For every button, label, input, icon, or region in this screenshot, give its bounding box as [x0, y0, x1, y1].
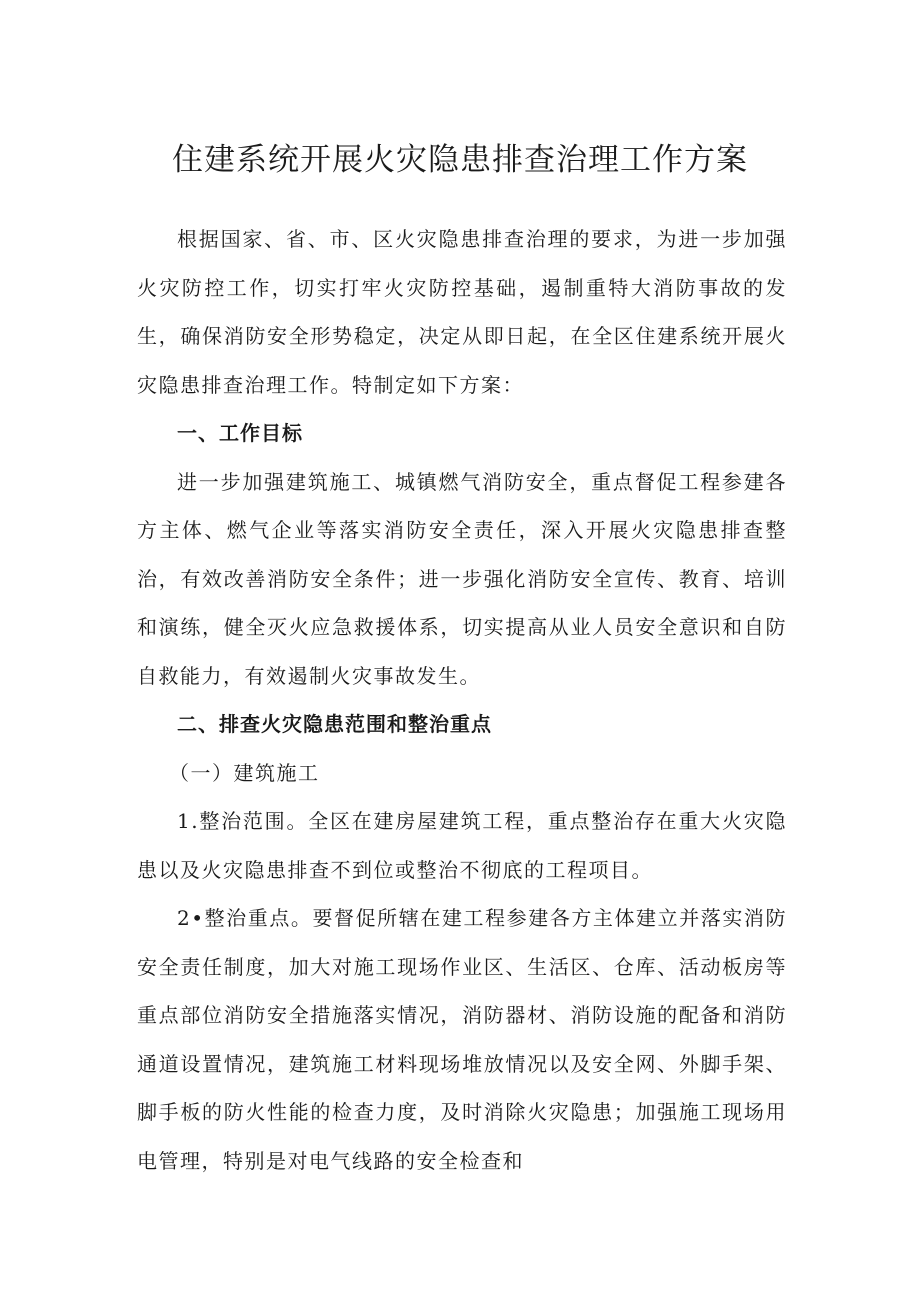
- section-heading-scope: 二、排查火灾隐患范围和整治重点: [177, 712, 492, 736]
- goals-paragraph: 进一步加强建筑施工、城镇燃气消防安全，重点督促工程参建各方主体、燃气企业等落实消防安全责任，深入开展火灾隐患排查整治，有效改善消防安全条件；进一步强化消防安全宣传、教育、培训和演练，健全灭火应急救援体系，切实提高从业人员安全意识和自防自救能力，有效遏制火灾事故发生。: [137, 469, 787, 688]
- scope-item-focus: 2•整治重点。要督促所辖在建工程参建各方主体建立并落实消防安全责任制度，加大对施工现场作业区、生活区、仓库、活动板房等重点部位消防安全措施落实情况，消防器材、消防设施的配备和消防通道设置情况，建筑施工材料现场堆放情况以及安全网、外脚手架、脚手板的防火性能的检查力度，及时消除火灾隐患；加强施工现场用电管理，特别是对电气线路的安全检查和: [137, 906, 787, 1173]
- document-body: [137, 215, 787, 1185]
- subsection-heading-construction: （一）建筑施工: [169, 760, 320, 785]
- intro-paragraph: 根据国家、省、市、区火灾隐患排查治理的要求，为进一步加强火灾防控工作，切实打牢火灾防控基础，遏制重特大消防事故的发生，确保消防安全形势稳定，决定从即日起，在全区住建系统开展火灾隐患排查治理工作。特制定如下方案：: [137, 227, 787, 397]
- section-heading-goals: 一、工作目标: [177, 421, 303, 445]
- document-title: 住建系统开展火灾隐患排查治理工作方案: [172, 142, 748, 178]
- scope-item-range: 1.整治范围。全区在建房屋建筑工程，重点整治存在重大火灾隐患以及火灾隐患排查不到位或整治不彻底的工程项目。: [137, 809, 787, 882]
